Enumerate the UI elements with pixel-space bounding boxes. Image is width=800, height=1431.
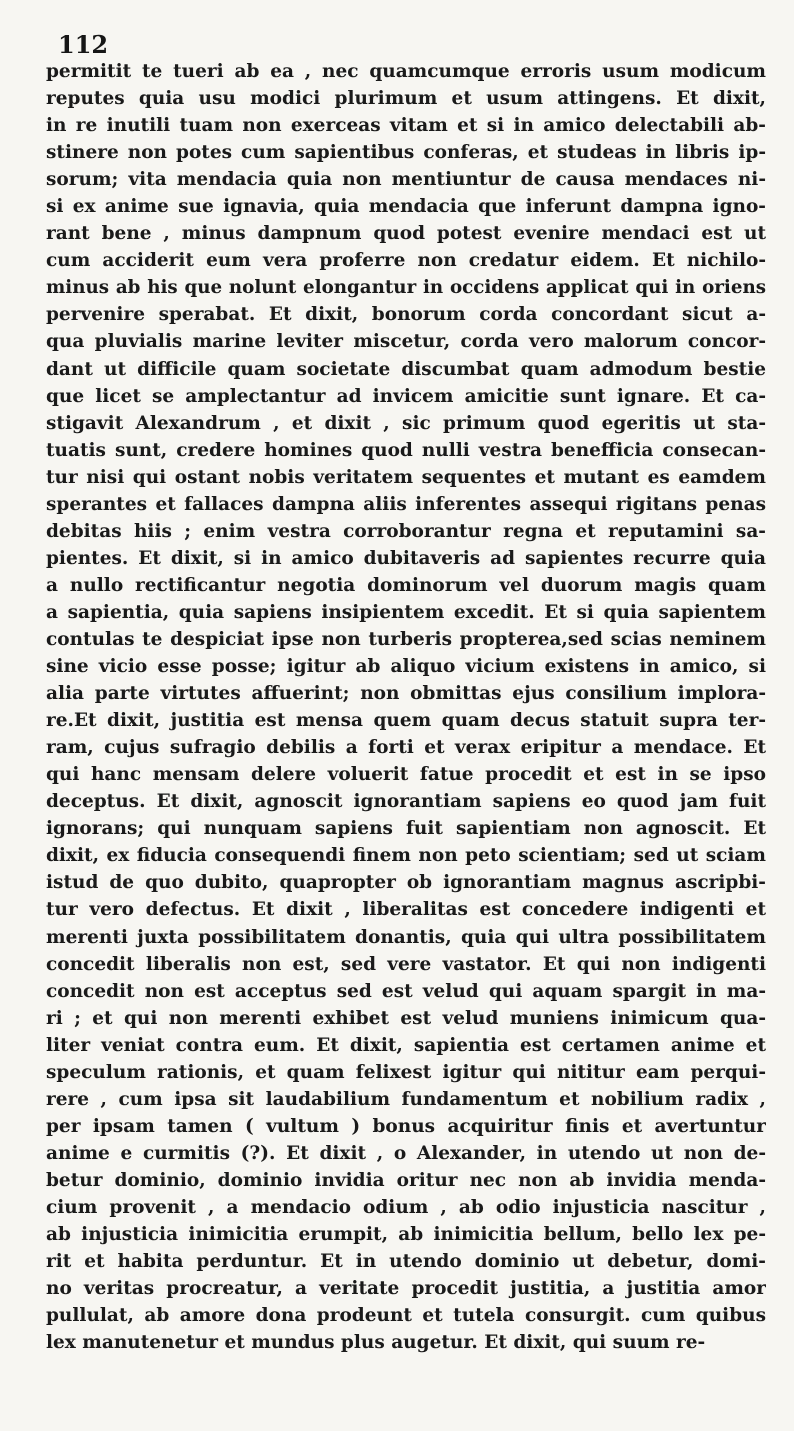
text-line: tuatis sunt, credere homines quod nulli vestra benefficia consecan- <box>46 439 766 461</box>
text-line: liter veniat contra eum. Et dixit, sapientia est certamen anime et <box>46 1034 766 1056</box>
text-line: pervenire sperabat. Et dixit, bonorum corda concordant sicut a- <box>46 304 766 326</box>
text-line: lex manutenetur et mundus plus augetur. Et dixit, qui suum re- <box>46 1332 706 1354</box>
text-line: stinere non potes cum sapientibus conferas, et studeas in libris ip- <box>46 142 766 164</box>
text-line: cium provenit , a mendacio odium , ab odio injusticia nascitur , <box>46 1196 766 1218</box>
text-line: ri ; et qui non merenti exhibet est velud muniens inimicum qua- <box>46 1007 766 1029</box>
text-line: permitit te tueri ab ea , nec quamcumque erroris usum modicum <box>46 61 766 82</box>
text-line: no veritas procreatur, a veritate procedit justitia, a justitia amor <box>46 1278 766 1300</box>
text-line: a sapientia, quia sapiens insipientem excedit. Et si quia sapientem <box>46 601 766 623</box>
text-line: rant bene , minus dampnum quod potest evenire mendaci est ut <box>46 223 766 245</box>
text-line: stigavit Alexandrum , et dixit , sic primum quod egeritis ut sta- <box>46 412 766 434</box>
text-line: qua pluvialis marine leviter miscetur, corda vero malorum concor- <box>46 331 766 353</box>
text-line: istud de quo dubito, quapropter ob ignorantiam magnus ascripbi- <box>46 872 766 894</box>
text-line: si ex anime sue ignavia, quia mendacia que inferunt dampna igno- <box>46 196 766 218</box>
text-line: concedit non est acceptus sed est velud qui aquam spargit in ma- <box>46 980 766 1002</box>
text-line: anime e curmitis (?). Et dixit , o Alexander, in utendo ut non de- <box>46 1142 766 1164</box>
text-line: sperantes et fallaces dampna aliis inferentes assequi rigitans penas <box>46 493 766 515</box>
body-text <box>46 58 766 1356</box>
text-line: tur nisi qui ostant nobis veritatem sequentes et mutant es eamdem <box>46 466 766 488</box>
text-line: qui hanc mensam delere voluerit fatue procedit et est in se ipso <box>46 764 766 786</box>
text-line: dant ut difficile quam societate discumbat quam admodum bestie <box>46 358 766 380</box>
text-line: speculum rationis, et quam felixest igitur qui nititur eam perqui- <box>46 1061 766 1083</box>
text-line: a nullo rectificantur negotia dominorum vel duorum magis quam <box>46 574 766 596</box>
text-line: tur vero defectus. Et dixit , liberalitas est concedere indigenti et <box>46 899 766 921</box>
page-edge <box>794 0 800 1431</box>
page-number: 112 <box>58 30 109 59</box>
text-line: rere , cum ipsa sit laudabilium fundamentum et nobilium radix , <box>46 1088 766 1110</box>
text-line: merenti juxta possibilitatem donantis, quia qui ultra possibilitatem <box>46 926 766 948</box>
text-line: contulas te despiciat ipse non turberis propterea,sed scias neminem <box>46 628 766 650</box>
text-line: sine vicio esse posse; igitur ab aliquo vicium existens in amico, si <box>46 656 766 678</box>
text-line: concedit liberalis non est, sed vere vastator. Et qui non indigenti <box>46 953 766 975</box>
text-line: rit et habita perduntur. Et in utendo dominio ut debetur, domi- <box>46 1251 766 1273</box>
text-line: ab injusticia inimicitia erumpit, ab inimicitia bellum, bello lex pe- <box>46 1224 766 1246</box>
text-line: ram, cujus sufragio debilis a forti et verax eripitur a mendace. Et <box>46 737 766 759</box>
text-line: pullulat, ab amore dona prodeunt et tutela consurgit. cum quibus <box>46 1305 766 1327</box>
text-line: alia parte virtutes affuerint; non obmittas ejus consilium implora- <box>46 683 766 705</box>
text-line: reputes quia usu modici plurimum et usum attingens. Et dixit, <box>46 88 766 110</box>
text-line: sorum; vita mendacia quia non mentiuntur de causa mendaces ni- <box>46 169 766 191</box>
text-line: ignorans; qui nunquam sapiens fuit sapientiam non agnoscit. Et <box>46 818 766 840</box>
text-line: cum acciderit eum vera proferre non credatur eidem. Et nichilo- <box>46 250 766 272</box>
text-line: betur dominio, dominio invidia oritur nec non ab invidia menda- <box>46 1169 766 1191</box>
text-line: pientes. Et dixit, si in amico dubitaveris ad sapientes recurre quia <box>46 547 766 569</box>
text-line: deceptus. Et dixit, agnoscit ignorantiam sapiens eo quod jam fuit <box>46 791 766 813</box>
text-line: minus ab his que nolunt elongantur in occidens applicat qui in oriens <box>46 277 766 299</box>
text-line: que licet se amplectantur ad invicem amicitie sunt ignare. Et ca- <box>46 385 766 407</box>
text-line: per ipsam tamen ( vultum ) bonus acquiritur finis et avertuntur <box>46 1115 766 1137</box>
text-line: in re inutili tuam non exerceas vitam et si in amico delectabili ab- <box>46 115 766 137</box>
text-line: dixit, ex fiducia consequendi finem non peto scientiam; sed ut sciam <box>46 845 766 867</box>
text-line: debitas hiis ; enim vestra corroborantur regna et reputamini sa- <box>46 520 766 542</box>
text-line: re.Et dixit, justitia est mensa quem quam decus statuit supra ter- <box>46 710 766 732</box>
